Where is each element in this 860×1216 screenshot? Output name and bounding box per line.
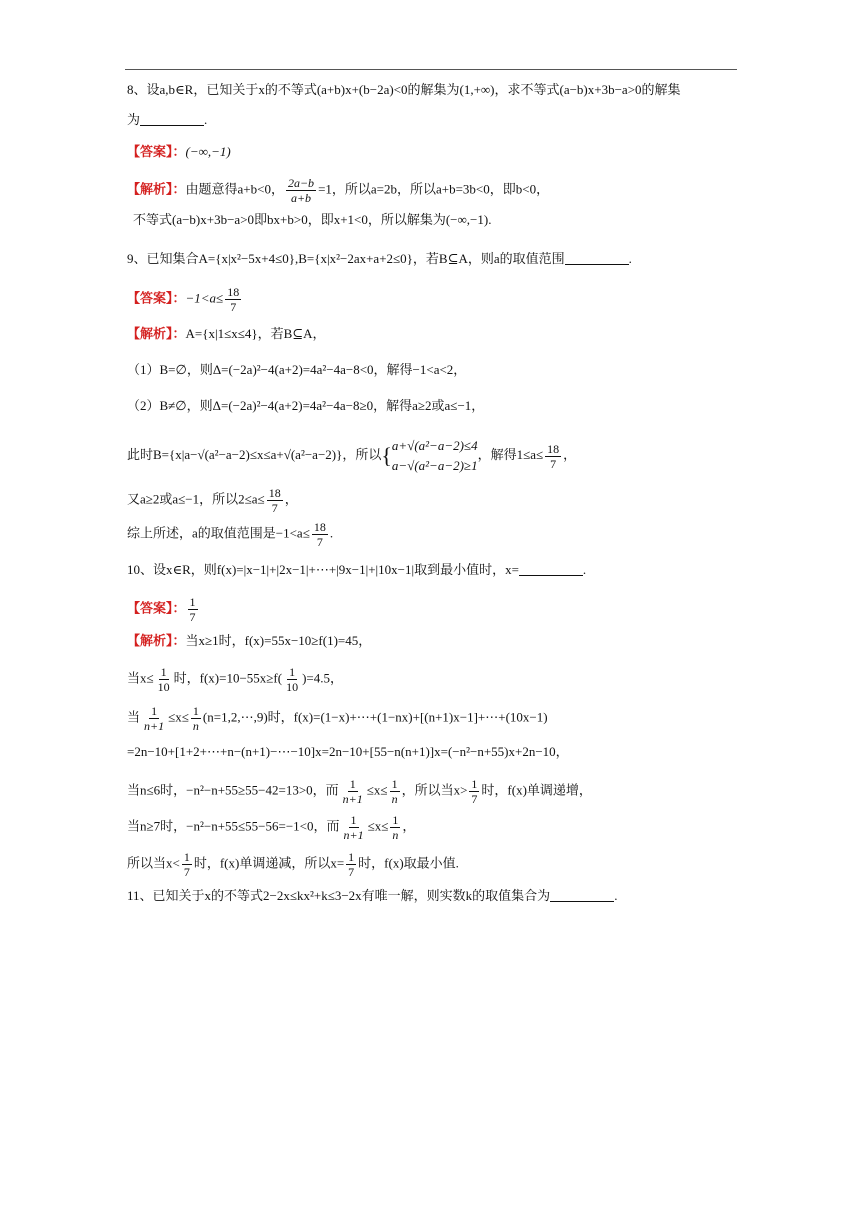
q9-analysis: 【解析】：A={x|1≤x≤4}，若B⊆A， [127, 326, 326, 341]
q8-analysis-cont: 不等式(a−b)x+3b−a>0即bx+b>0，即x+1<0，所以解集为(−∞,−1). [133, 212, 492, 227]
q10-blank [519, 563, 583, 576]
q10-a5: 当n≤6时，−n²−n+55≥55−42=13>0，而 $\frac{1}{n+1}$ ≤x≤ $\frac{1}{n}$ ，所以当x> $\frac{1}{7}$ 时，f(x)单调递增， [127, 777, 592, 806]
q10-a3: 当 $\frac{1}{n+1}$ ≤x≤ $\frac{1}{n}$ (n=1,2,⋯,9)时，f(x)=(1−x)+⋯+(1−nx)+[(n+1)x−1]+⋯+(10x−1) [127, 704, 548, 733]
q9-summary: 综上所述，a的取值范围是−1<a≤ $\frac{18}{7}$ . [127, 520, 334, 549]
q9-blank [565, 252, 629, 265]
q9-stem: 9、已知集合A={x|x²−5x+4≤0},B={x|x²−2ax+a+2≤0}，若B⊆A，则a的取值范围 . [127, 251, 632, 266]
q8-stem-cont: 为 . [127, 112, 208, 127]
q8-stem: 8、设a,b∈R，已知关于x的不等式(a+b)x+(b−2a)<0的解集为(1,+∞)，求不等式(a−b)x+3b−a>0的解集 [127, 82, 681, 97]
q11-blank [550, 889, 614, 902]
q9-then-b: 此时B={x|a−√(a²−a−2)≤x≤a+√(a²−a−2)}，所以 { a+√(a²−a−2)≤4 a−√(a²−a−2)≥1 ，解得1≤a≤ $\frac{18}{7}$ ， [127, 438, 577, 473]
q10-a6: 当n≥7时，−n²−n+55≤55−56=−1<0，而 $\frac{1}{n+1}$ ≤x≤ $\frac{1}{n}$ ， [127, 813, 416, 842]
q10-a7: 所以当x< $\frac{1}{7}$ 时，f(x)单调递减，所以x= $\frac{1}{7}$ 时，f(x)取最小值. [127, 850, 459, 879]
q10-a1: 【解析】：当x≥1时，f(x)=55x−10≥f(1)=45， [127, 633, 372, 648]
q9-answer: 【答案】：−1<a≤ $\frac{18}{7}$ [127, 285, 240, 314]
q10-a2: 当x≤ $\frac{1}{10}$ 时，f(x)=10−55x≥f( $\frac{1}{10}$ )=4.5， [127, 665, 344, 694]
q9-also: 又a≥2或a≤−1，所以2≤a≤ $\frac{18}{7}$ ， [127, 486, 298, 515]
header-rule [125, 69, 737, 70]
q10-stem: 10、设x∈R，则f(x)=|x−1|+|2x−1|+⋯+|9x−1|+|10x−1|取到最小值时，x= . [127, 562, 587, 577]
q8-answer: 【答案】：(−∞,−1) [127, 144, 231, 159]
q9-case2: （2）B≠∅，则Δ=(−2a)²−4(a+2)=4a²−4a−8≥0，解得a≥2或a≤−1， [127, 398, 485, 413]
q8-analysis: 【解析】：由题意得a+b<0， $\frac{2a-b}{a+b}$ =1，所以a=2b，所以a+b=3b<0，即b<0， [127, 176, 550, 205]
q9-case1: （1）B=∅，则Δ=(−2a)²−4(a+2)=4a²−4a−8<0，解得−1<a<2， [127, 362, 467, 377]
q10-answer: 【答案】： $\frac{1}{7}$ [127, 595, 196, 624]
q8-blank [140, 113, 204, 126]
q11-stem: 11、已知关于x的不等式2−2x≤kx²+k≤3−2x有唯一解，则实数k的取值集合为 . [127, 888, 618, 903]
q10-a4: =2n−10+[1+2+⋯+n−(n+1)−⋯−10]x=2n−10+[55−n(n+1)]x=(−n²−n+55)x+2n−10， [127, 744, 569, 759]
